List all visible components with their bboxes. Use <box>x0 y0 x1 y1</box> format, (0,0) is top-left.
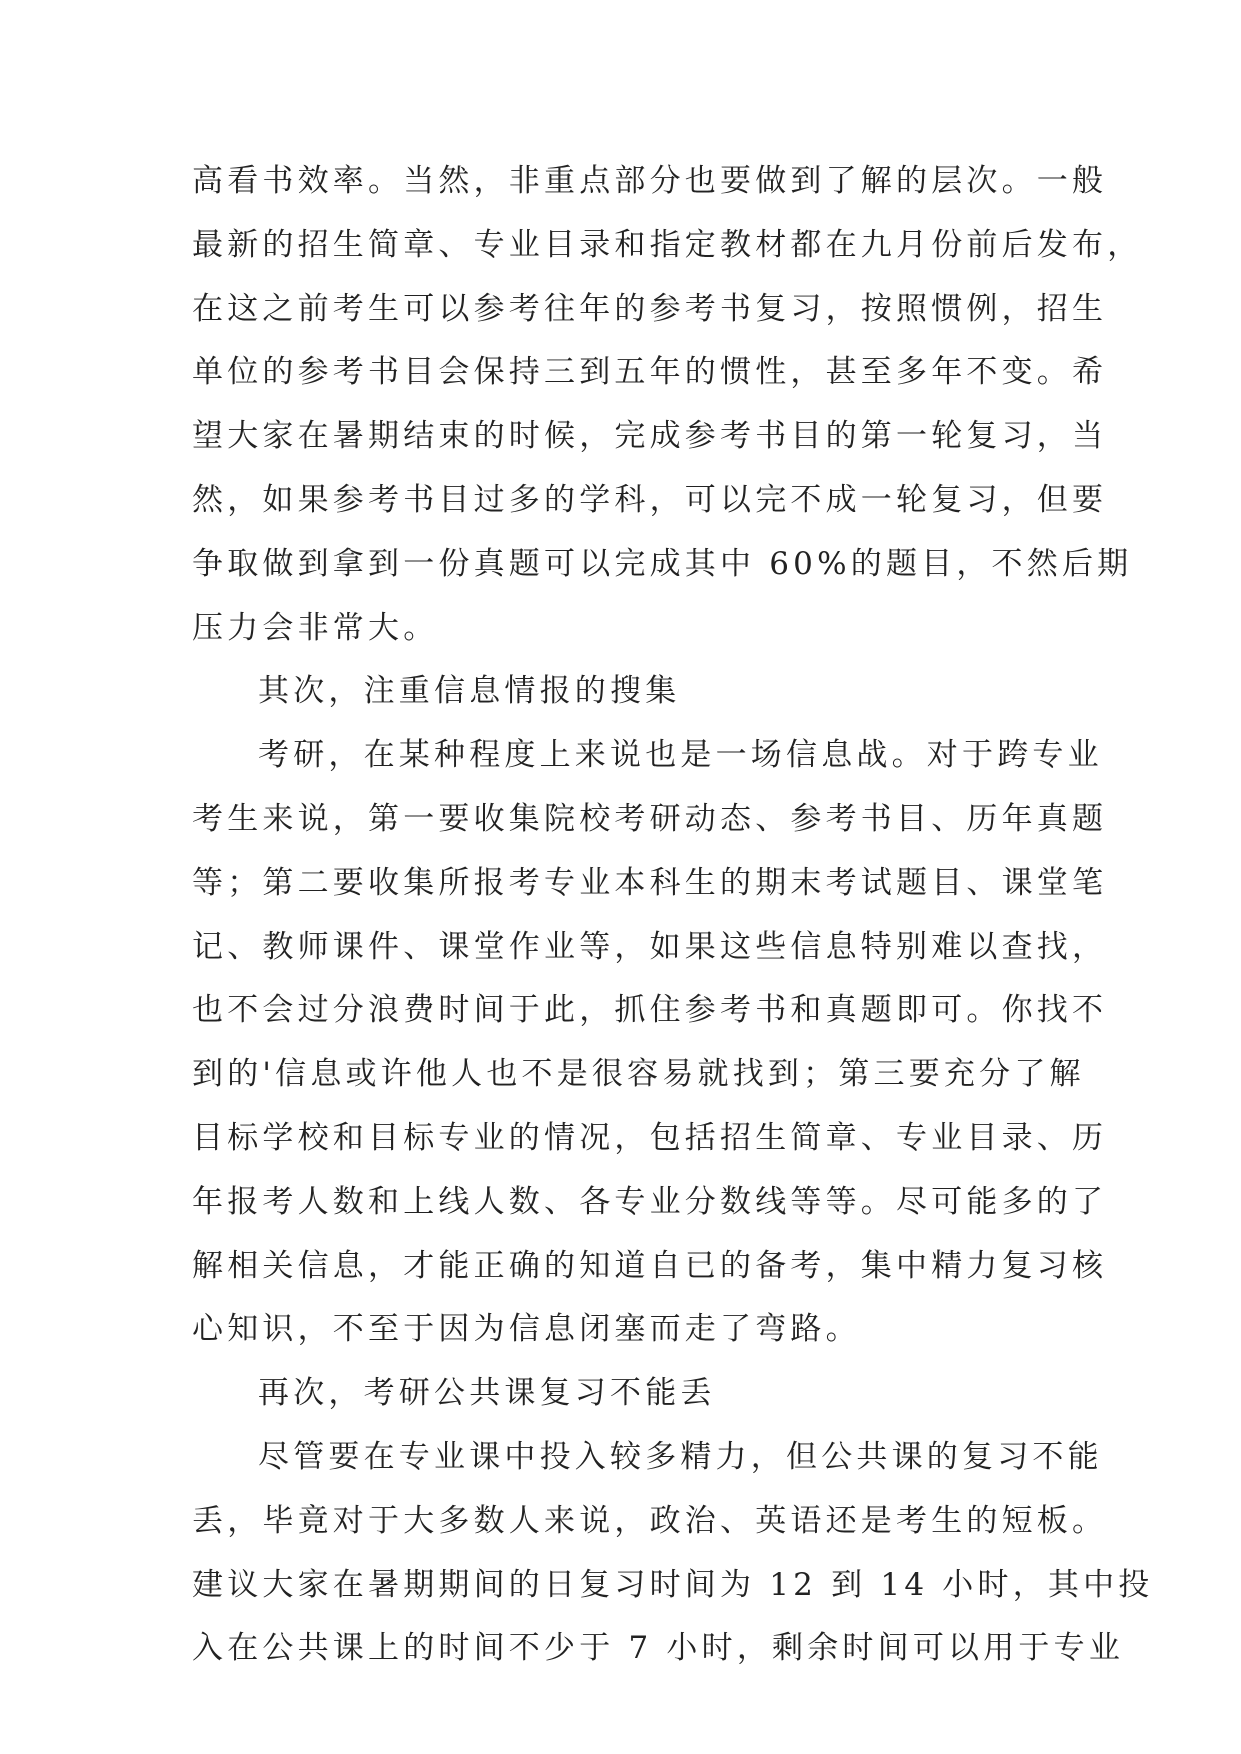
text-line: 尽管要在专业课中投入较多精力，但公共课的复习不能 <box>258 1438 1103 1475</box>
text-line: 记、教师课件、课堂作业等，如果这些信息特别难以查找， <box>192 928 1108 965</box>
text-line: 压力会非常大。 <box>192 609 439 646</box>
text-line: 单位的参考书目会保持三到五年的惯性，甚至多年不变。希 <box>192 354 1108 391</box>
text-line: 高看书效率。当然，非重点部分也要做到了解的层次。一般 <box>192 163 1108 199</box>
text-line: 争取做到拿到一份真题可以完成其中 60%的题目，不然后期 <box>192 545 1133 582</box>
text-line: 考研，在某种程度上来说也是一场信息战。对于跨专业 <box>258 737 1103 774</box>
text-line: 心知识，不至于因为信息闭塞而走了弯路。 <box>192 1311 861 1348</box>
text-line: 然，如果参考书目过多的学科，可以完不成一轮复习，但要 <box>192 481 1108 518</box>
text-line: 目标学校和目标专业的情况，包括招生简章、专业目录、历 <box>192 1119 1108 1156</box>
text-line: 望大家在暑期结束的时候，完成参考书目的第一轮复习，当 <box>192 418 1108 455</box>
text-line: 最新的招生简章、专业目录和指定教材都在九月份前后发布， <box>192 226 1143 263</box>
text-line: 丢，毕竟对于大多数人来说，政治、英语还是考生的短板。 <box>192 1502 1108 1539</box>
section-heading: 再次，考研公共课复习不能丢 <box>258 1375 716 1412</box>
text-line: 年报考人数和上线人数、各专业分数线等等。尽可能多的了 <box>192 1183 1108 1220</box>
text-line: 在这之前考生可以参考往年的参考书复习，按照惯例，招生 <box>192 290 1108 327</box>
text-line: 入在公共课上的时间不少于 7 小时，剩余时间可以用于专业 <box>192 1630 1125 1667</box>
section-heading: 其次，注重信息情报的搜集 <box>258 673 681 710</box>
text-line: 解相关信息，才能正确的知道自已的备考，集中精力复习核 <box>192 1247 1108 1284</box>
text-line: 考生来说，第一要收集院校考研动态、参考书目、历年真题 <box>192 800 1108 837</box>
text-line: 建议大家在暑期期间的日复习时间为 12 到 14 小时，其中投 <box>192 1566 1154 1603</box>
text-line: 也不会过分浪费时间于此，抓住参考书和真题即可。你找不 <box>192 992 1108 1029</box>
body-text <box>192 150 1154 1681</box>
text-line: 到的'信息或许他人也不是很容易就找到；第三要充分了解 <box>192 1056 1085 1093</box>
text-line: 等；第二要收集所报考专业本科生的期末考试题目、课堂笔 <box>192 864 1108 901</box>
